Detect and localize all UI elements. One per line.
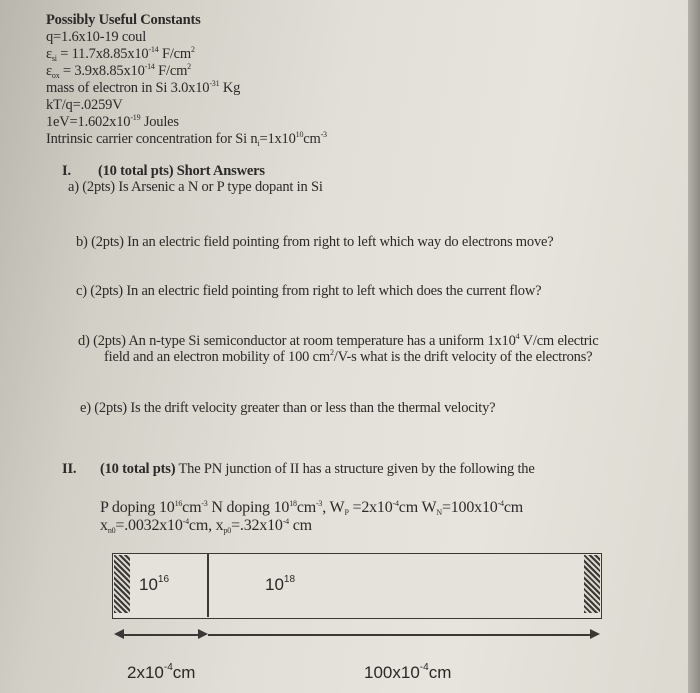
- section1-number: I.: [62, 163, 71, 179]
- n-width-label: $100x10^{-4}cm$: [364, 662, 452, 682]
- question-c: c) (2pts) In an electric field pointing from right to left which does the current flow?: [76, 283, 542, 299]
- question-d-line2: field and an electron mobility of 100 $cm^2/V-s$ what is the drift velocity of the electrons?: [104, 348, 593, 365]
- left-contact-hatch: [114, 555, 130, 613]
- depletion-widths-line: $x_{n0}=.0032x10^{-4}cm$, $x_{p0}=.32x10^{-4}$ cm: [100, 517, 312, 535]
- constant-eps-si: $\varepsilon_{si} = 11.7x8.85x10^{-14}$ $F/cm^2$: [46, 45, 195, 63]
- constant-ev: $1eV=1.602x10^{-19}$ Joules: [46, 113, 179, 130]
- dim-left-arrowhead-end: [198, 629, 208, 639]
- doping-line: P doping $10^{16}cm^{-3}$ N doping $10^{18}cm^{-3}$, $W_P =2x10^{-4}cm$ $W_N=100x10^{-4}cm$: [100, 499, 523, 517]
- p-width-label: $2x10^{-4}cm$: [127, 662, 196, 682]
- section2-title: (10 total pts) The PN junction of II has a structure given by the following the: [100, 461, 535, 477]
- question-e: e) (2pts) Is the drift velocity greater than or less than the thermal velocity?: [80, 400, 496, 416]
- n-region-doping-label: $10^{18}$: [265, 574, 296, 594]
- section2-number: II.: [62, 461, 77, 477]
- question-b: b) (2pts) In an electric field pointing from right to left which way do electrons move?: [76, 234, 554, 250]
- constant-eps-ox: $\varepsilon_{ox} = 3.9x8.85x10^{-14}$ $F/cm^2$: [46, 62, 191, 80]
- page-edge-shadow: [688, 0, 700, 693]
- dim-right-arrowhead-end: [590, 629, 600, 639]
- right-contact-hatch: [584, 555, 600, 613]
- pn-junction-diagram: [112, 553, 602, 619]
- question-d-line1: d) (2pts) An n-type Si semiconductor at room temperature has a uniform $1x10^4$ V/cm electric: [78, 332, 599, 349]
- dim-left-line: [122, 634, 202, 636]
- constant-q: q=1.6x10-19 coul: [46, 29, 147, 45]
- constant-ni: Intrinsic carrier concentration for Si $n_i=1x10^{10}cm^{-3}$: [46, 130, 327, 148]
- section1-title: (10 total pts) Short Answers: [98, 163, 265, 179]
- question-a: a) (2pts) Is Arsenic a N or P type dopant in Si: [68, 179, 323, 195]
- junction-divider: [207, 553, 209, 617]
- dim-right-line: [208, 634, 592, 636]
- constant-electron-mass: mass of electron in Si $3.0x10^{-31}$ Kg: [46, 79, 241, 96]
- p-region-doping-label: $10^{16}$: [139, 574, 170, 594]
- constant-kt: kT/q=.0259V: [46, 97, 123, 113]
- constants-heading: Possibly Useful Constants: [46, 12, 201, 28]
- junction-box: [112, 553, 602, 619]
